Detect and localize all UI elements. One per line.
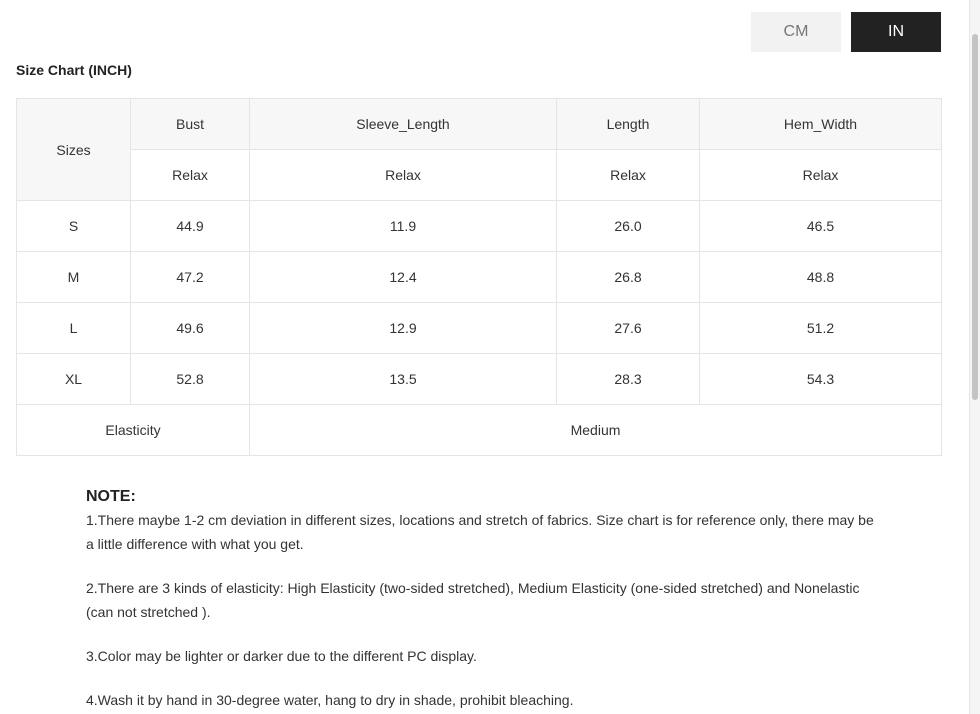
table-header-row xyxy=(17,99,942,150)
column-header-length: Length xyxy=(557,99,700,150)
column-header-sleeve-length: Sleeve_Length xyxy=(250,99,557,150)
bust-cell: 44.9 xyxy=(131,201,250,252)
notes-heading: NOTE: xyxy=(86,488,136,505)
size-chart-table xyxy=(16,98,942,456)
bust-cell: 52.8 xyxy=(131,354,250,405)
sizes-header: Sizes xyxy=(17,99,131,201)
scrollbar-thumb[interactable] xyxy=(972,34,978,400)
subheader-sleeve-length: Relax xyxy=(250,150,557,201)
size-chart-title: Size Chart (INCH) xyxy=(16,62,132,78)
length-cell: 26.8 xyxy=(557,252,700,303)
length-cell: 28.3 xyxy=(557,354,700,405)
size-cell: M xyxy=(17,252,131,303)
sleeve-length-cell: 12.9 xyxy=(250,303,557,354)
bust-cell: 47.2 xyxy=(131,252,250,303)
sleeve-length-cell: 13.5 xyxy=(250,354,557,405)
elasticity-value: Medium xyxy=(250,405,942,456)
size-cell: L xyxy=(17,303,131,354)
bust-cell: 49.6 xyxy=(131,303,250,354)
cm-unit-button[interactable]: CM xyxy=(751,12,841,52)
note-item: 3.Color may be lighter or darker due to the different PC display. xyxy=(86,648,477,664)
hem-width-cell: 51.2 xyxy=(700,303,942,354)
subheader-length: Relax xyxy=(557,150,700,201)
in-unit-button[interactable]: IN xyxy=(851,12,941,52)
sleeve-length-cell: 11.9 xyxy=(250,201,557,252)
length-cell: 27.6 xyxy=(557,303,700,354)
vertical-scrollbar[interactable] xyxy=(969,0,980,714)
unit-toggle xyxy=(751,12,941,52)
table-row xyxy=(17,252,942,303)
column-header-bust: Bust xyxy=(131,99,250,150)
note-item: 4.Wash it by hand in 30-degree water, hang to dry in shade, prohibit bleaching. xyxy=(86,692,574,708)
hem-width-cell: 46.5 xyxy=(700,201,942,252)
size-cell: S xyxy=(17,201,131,252)
notes-section xyxy=(86,486,876,714)
subheader-hem-width: Relax xyxy=(700,150,942,201)
hem-width-cell: 48.8 xyxy=(700,252,942,303)
table-row xyxy=(17,201,942,252)
size-cell: XL xyxy=(17,354,131,405)
sleeve-length-cell: 12.4 xyxy=(250,252,557,303)
hem-width-cell: 54.3 xyxy=(700,354,942,405)
column-header-hem-width: Hem_Width xyxy=(700,99,942,150)
note-item: 2.There are 3 kinds of elasticity: High Elasticity (two-sided stretched), Medium Elasticity (one-sided stretched) and Nonelastic (can not stretched ). xyxy=(86,580,860,620)
table-row xyxy=(17,354,942,405)
note-item: 1.There maybe 1-2 cm deviation in different sizes, locations and stretch of fabrics. Size chart is for reference only, there may be a little difference with what you get. xyxy=(86,512,874,552)
length-cell: 26.0 xyxy=(557,201,700,252)
elasticity-label: Elasticity xyxy=(17,405,250,456)
subheader-bust: Relax xyxy=(131,150,250,201)
elasticity-row xyxy=(17,405,942,456)
table-row xyxy=(17,303,942,354)
table-subheader-row xyxy=(17,150,942,201)
